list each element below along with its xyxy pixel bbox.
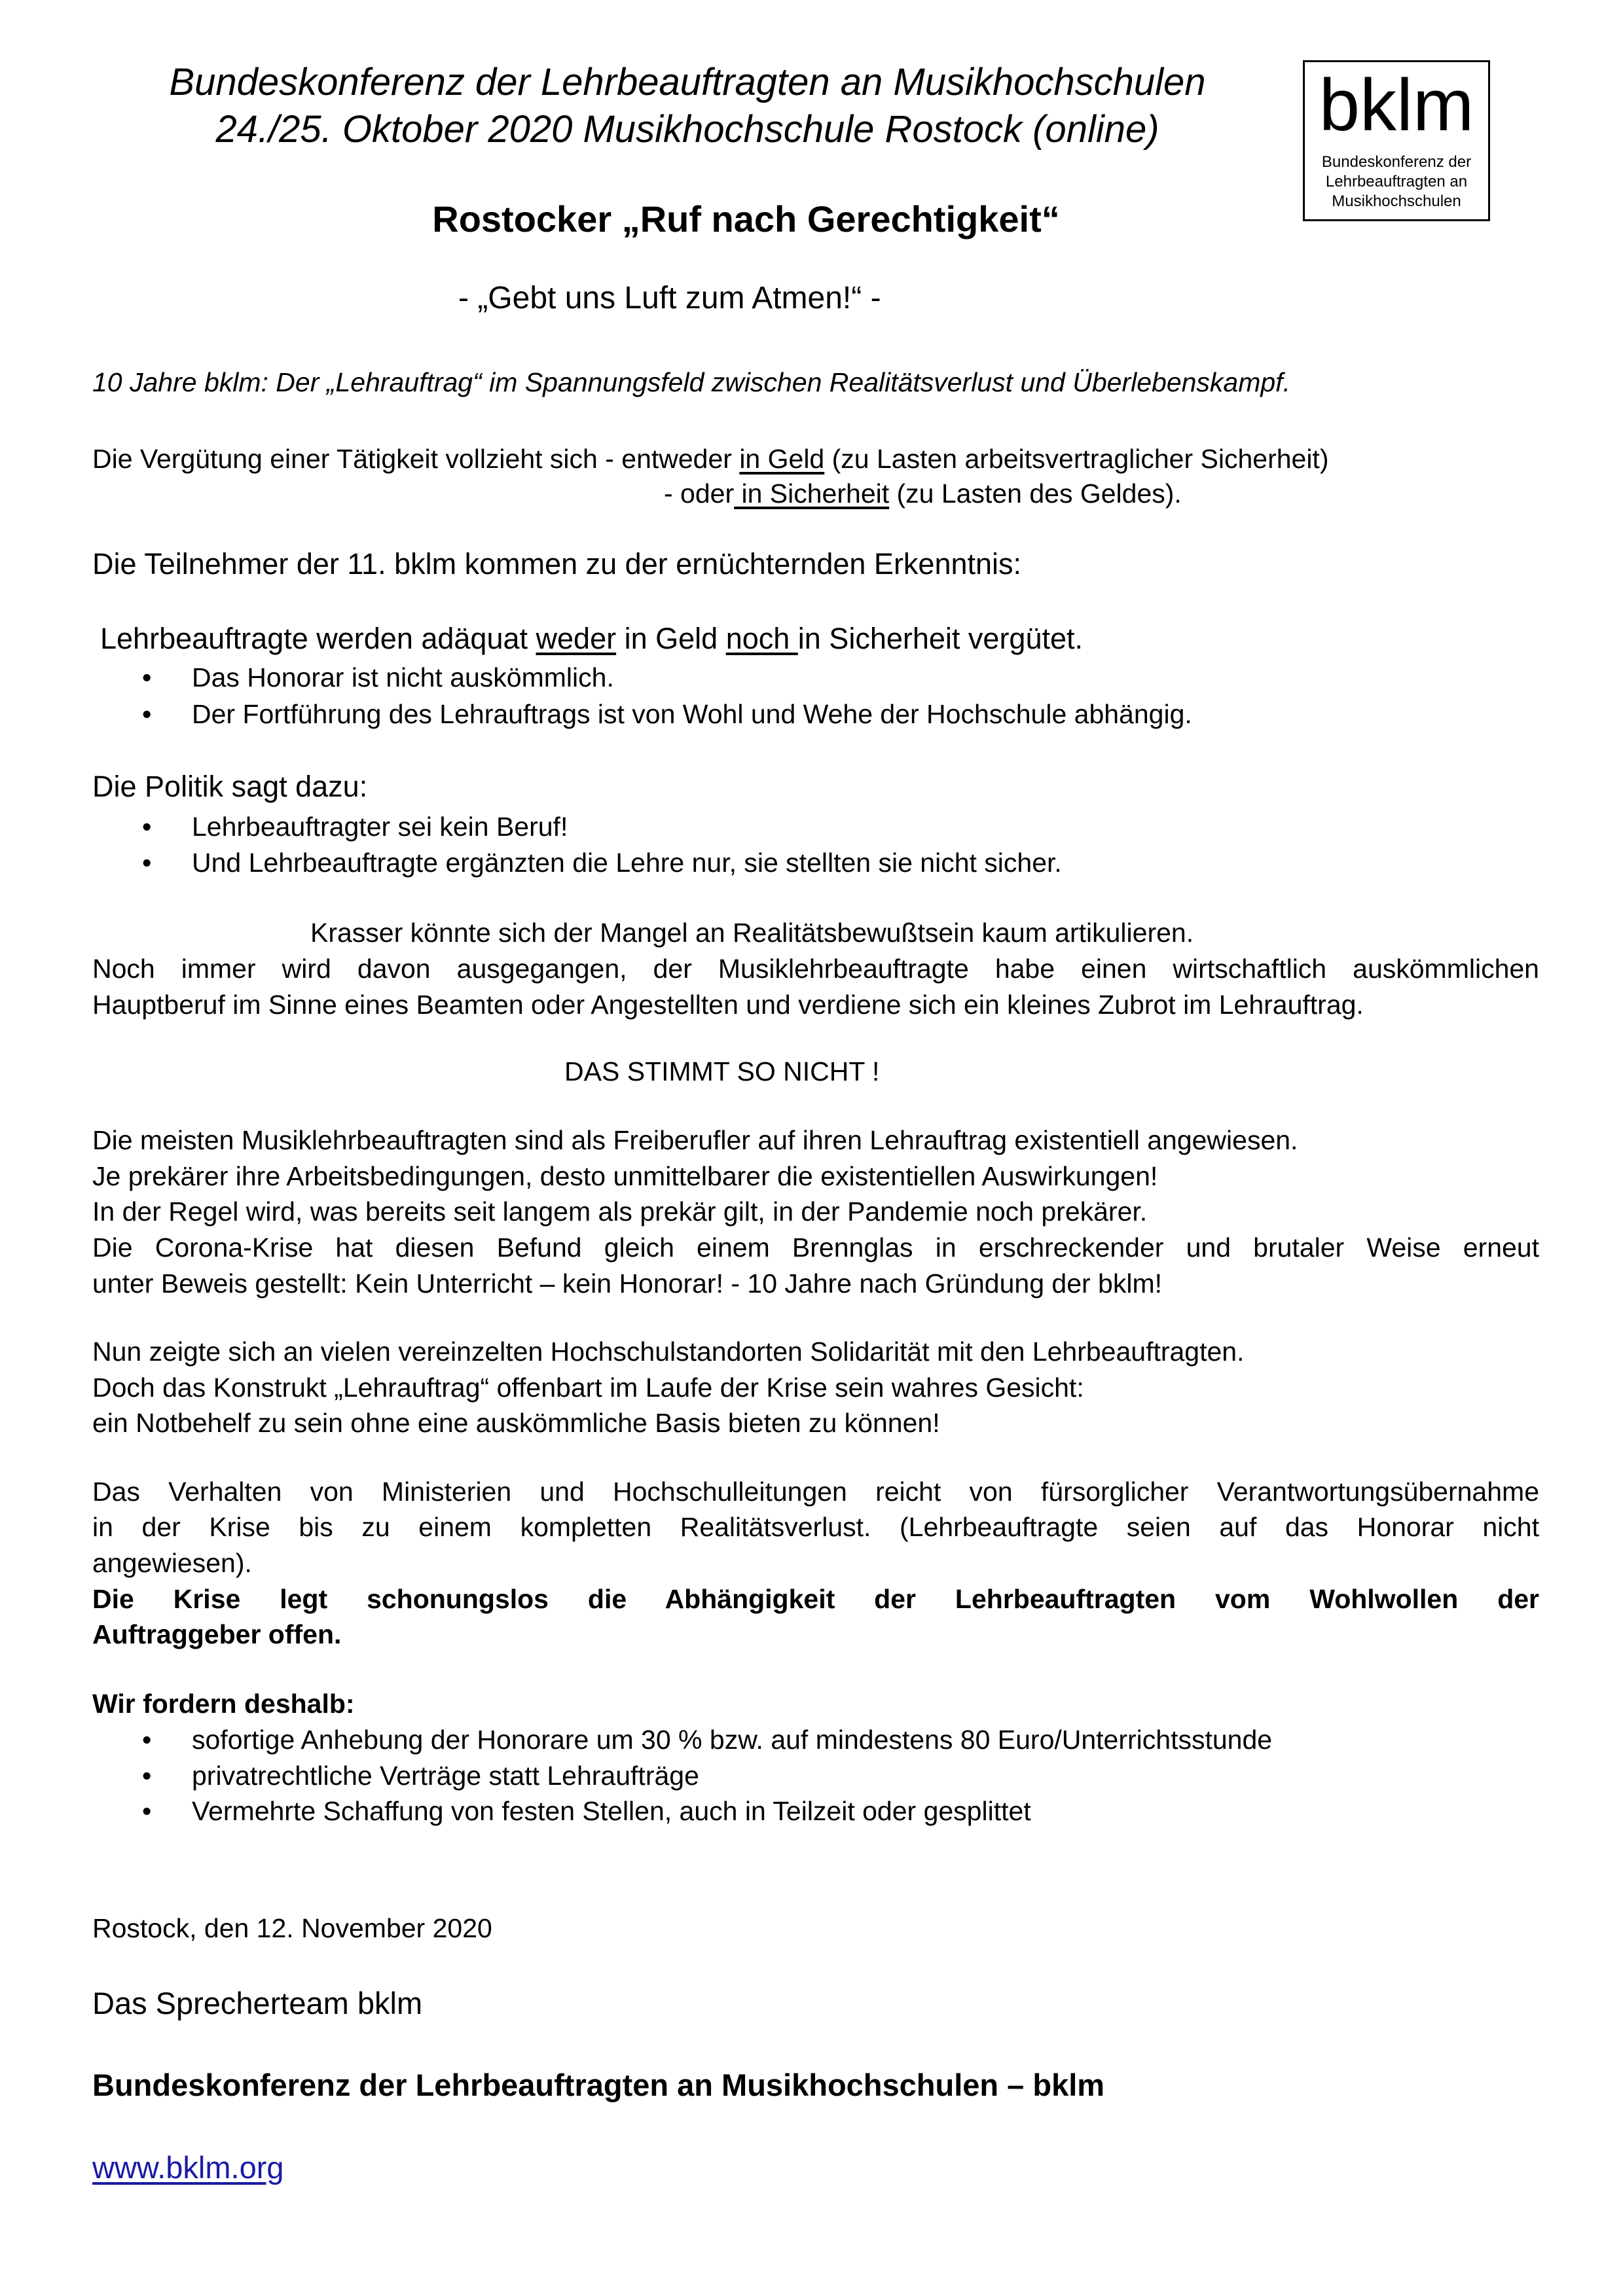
meisten-line-1: Die meisten Musiklehrbeauftragten sind als Freiberufler auf ihren Lehrauftrag existentiell angewiesen.	[92, 1125, 1298, 1155]
krise-bold-line-2: Auftraggeber offen.	[92, 1619, 342, 1649]
nun-line-3: ein Notbehelf zu sein ohne eine auskömmliche Basis bieten zu können!	[92, 1408, 940, 1438]
logo-sub-line-1: Bundeskonferenz der	[1321, 153, 1472, 171]
erkenntnis-t1: Lehrbeauftragte werden adäquat	[100, 622, 536, 655]
verguetung-text-a3: (zu Lasten arbeitsvertraglicher Sicherheit)	[824, 444, 1329, 474]
erkenntnis-t3: in Geld	[616, 622, 726, 655]
verguetung-text-b3: (zu Lasten des Geldes).	[889, 478, 1182, 509]
logo-sub-line-2: Lehrbeauftragten an	[1325, 173, 1468, 190]
verguetung-line-2	[664, 478, 1182, 509]
logo-sub-line-3: Musikhochschulen	[1332, 192, 1461, 210]
sprecherteam-line: Das Sprecherteam bklm	[92, 1986, 423, 2020]
fordern-heading: Wir fordern deshalb:	[92, 1689, 355, 1719]
erkenntnis-weder: weder	[536, 622, 617, 655]
verhalten-line-2: in der Krise bis zu einem kompletten Realitätsverlust. (Lehrbeauftragte seien auf das Honorar nicht	[92, 1512, 1539, 1542]
teilnehmer-line: Die Teilnehmer der 11. bklm kommen zu der ernüchternden Erkenntnis:	[92, 547, 1022, 581]
bullet-icon: •	[142, 1796, 152, 1826]
date-line: Rostock, den 12. November 2020	[92, 1913, 492, 1943]
bullet-icon: •	[142, 1725, 152, 1755]
intro-line: 10 Jahre bklm: Der „Lehrauftrag“ im Spannungsfeld zwischen Realitätsverlust und Überlebenskampf.	[92, 367, 1290, 397]
verguetung-sicherheit: in Sicherheit	[734, 478, 890, 509]
list-item: Lehrbeauftragter sei kein Beruf!	[192, 812, 568, 842]
list-item: Vermehrte Schaffung von festen Stellen, auch in Teilzeit oder gesplittet	[192, 1796, 1031, 1826]
list-item: privatrechtliche Verträge statt Lehraufträge	[192, 1761, 699, 1791]
verhalten-line-3: angewiesen).	[92, 1548, 252, 1578]
verguetung-line-1	[92, 444, 1328, 475]
erkenntnis-noch: noch	[725, 622, 798, 655]
bullet-icon: •	[142, 1761, 152, 1791]
krise-bold-line-1: Die Krise legt schonungslos die Abhängigkeit der Lehrbeauftragten vom Wohlwollen der	[92, 1584, 1539, 1614]
list-item: Der Fortführung des Lehrauftrags ist von Wohl und Wehe der Hochschule abhängig.	[192, 699, 1192, 729]
verguetung-text-a1: Die Vergütung einer Tätigkeit vollzieht sich - entweder	[92, 444, 740, 474]
meisten-line-2: Je prekärer ihre Arbeitsbedingungen, desto unmittelbarer die existentiellen Auswirkungen!	[92, 1161, 1158, 1191]
erkenntnis-line	[100, 622, 1083, 656]
logo-wordmark: bklm	[1319, 64, 1474, 146]
nun-line-1: Nun zeigte sich an vielen vereinzelten Hochschulstandorten Solidarität mit den Lehrbeauftragten.	[92, 1336, 1245, 1367]
bullet-icon: •	[142, 812, 152, 842]
meisten-line-4: Die Corona-Krise hat diesen Befund gleich einem Brennglas in erschreckender und brutaler Weise erneut	[92, 1232, 1539, 1263]
list-item: Und Lehrbeauftragte ergänzten die Lehre nur, sie stellten sie nicht sicher.	[192, 848, 1062, 878]
verhalten-line-1: Das Verhalten von Ministerien und Hochschulleitungen reicht von fürsorglicher Verantwortungsübernahme	[92, 1477, 1539, 1507]
header-line-2: 24./25. Oktober 2020 Musikhochschule Rostock (online)	[215, 108, 1159, 151]
verguetung-geld: in Geld	[739, 444, 825, 474]
page-subtitle: - „Gebt uns Luft zum Atmen!“ -	[458, 281, 881, 315]
nun-line-2: Doch das Konstrukt „Lehrauftrag“ offenbart im Laufe der Krise sein wahres Gesicht:	[92, 1372, 1084, 1403]
list-item: Das Honorar ist nicht auskömmlich.	[192, 662, 614, 692]
meisten-line-3: In der Regel wird, was bereits seit langem als prekär gilt, in der Pandemie noch prekärer.	[92, 1196, 1148, 1227]
bullet-icon: •	[142, 662, 152, 692]
krasser-line: Krasser könnte sich der Mangel an Realitätsbewußtsein kaum artikulieren.	[310, 918, 1194, 948]
page-title: Rostocker „Ruf nach Gerechtigkeit“	[432, 198, 1060, 240]
erkenntnis-t5: in Sicherheit vergütet.	[797, 622, 1084, 655]
stimmt-nicht-line: DAS STIMMT SO NICHT !	[564, 1056, 880, 1086]
bullet-icon: •	[142, 848, 152, 878]
website-link[interactable]: www.bklm.org	[92, 2150, 284, 2185]
list-item: sofortige Anhebung der Honorare um 30 % bzw. auf mindestens 80 Euro/Unterrichtsstunde	[192, 1725, 1273, 1755]
noch-immer-line-1: Noch immer wird davon ausgegangen, der Musiklehrbeauftragte habe einen wirtschaftlich auskömmlichen	[92, 954, 1539, 984]
header-line-1: Bundeskonferenz der Lehrbeauftragten an Musikhochschulen	[169, 61, 1206, 103]
meisten-line-5: unter Beweis gestellt: Kein Unterricht – kein Honorar! - 10 Jahre nach Gründung der bklm!	[92, 1268, 1162, 1299]
bullet-icon: •	[142, 699, 152, 729]
noch-immer-line-2: Hauptberuf im Sinne eines Beamten oder Angestellten und verdiene sich ein kleines Zubrot im Lehrauftrag.	[92, 990, 1364, 1020]
verguetung-text-b1: - oder	[664, 478, 735, 509]
politik-heading: Die Politik sagt dazu:	[92, 770, 368, 803]
org-name-line: Bundeskonferenz der Lehrbeauftragten an Musikhochschulen – bklm	[92, 2068, 1105, 2102]
